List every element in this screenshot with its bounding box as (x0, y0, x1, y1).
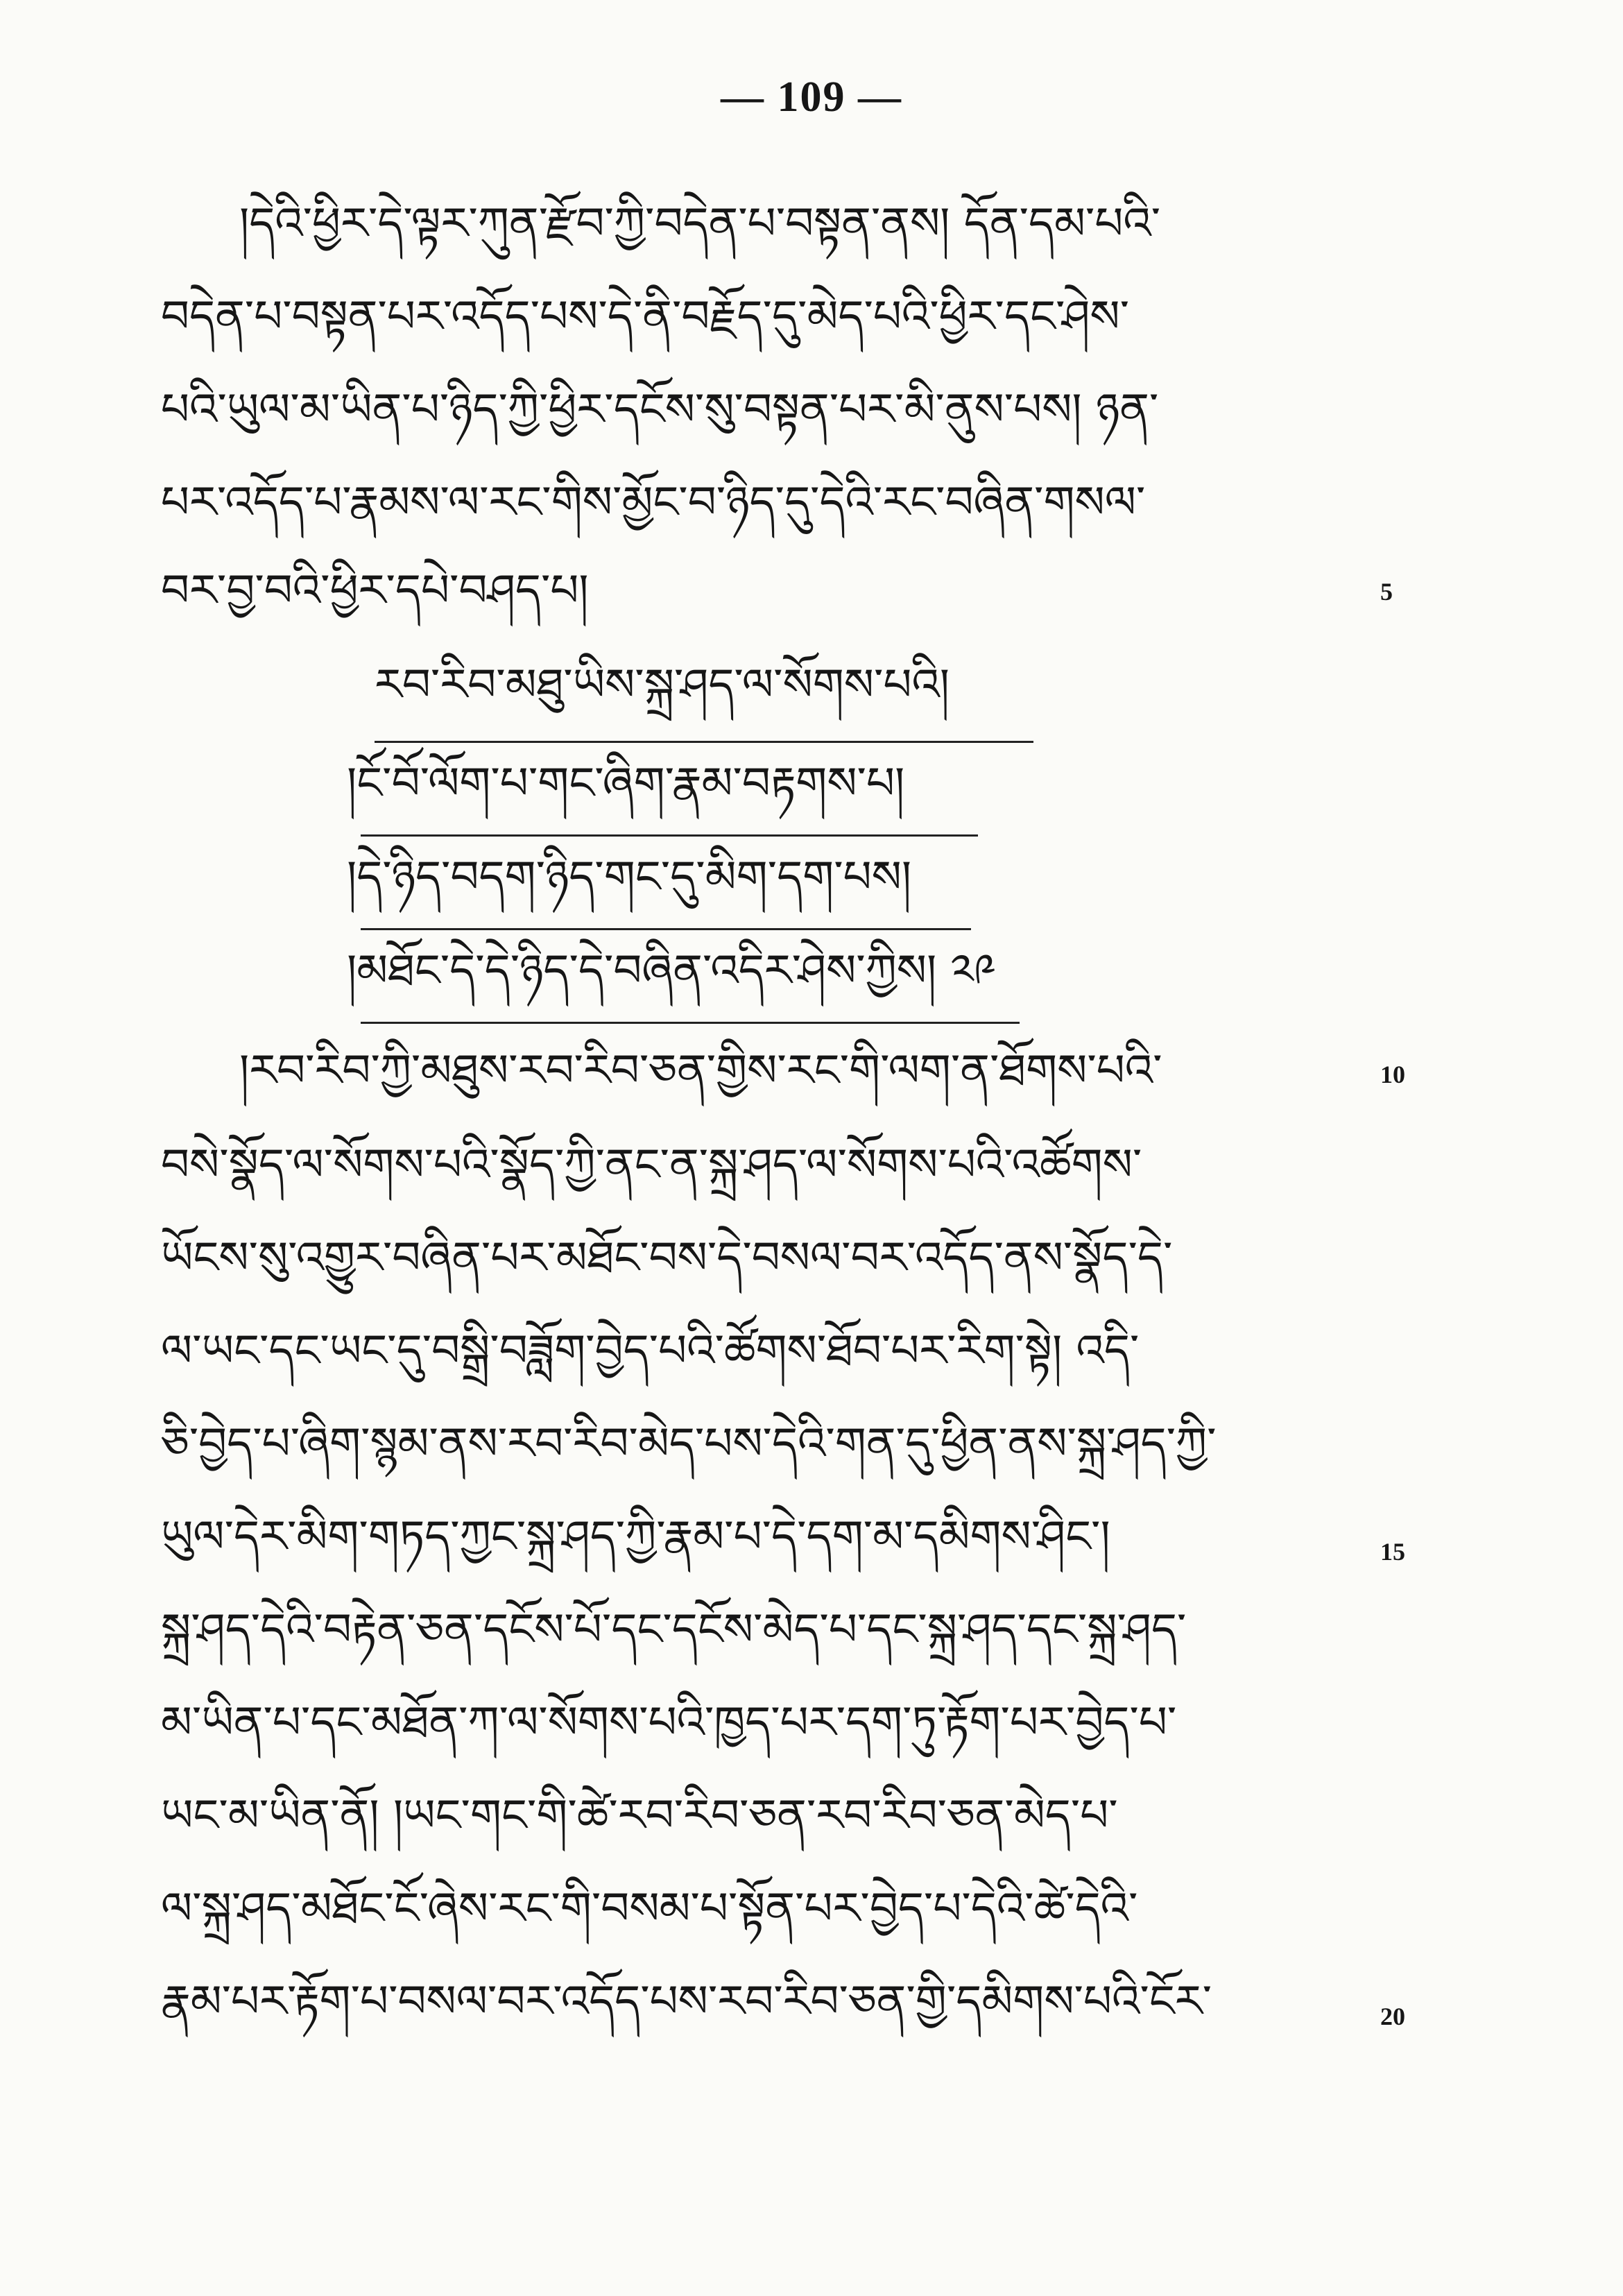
paragraph-2-line-3: ཡོངས་སུ་འགྱུར་བཞིན་པར་མཐོང་བས་དེ་བསལ་བར་འདོད་ནས་སྣོད་དེ་ (161, 1233, 1173, 1284)
verse-line-1: རབ་རིབ་མཐུ་ཡིས་སྐྲ་ཤད་ལ་སོགས་པའི། (375, 660, 950, 711)
paragraph-2-line-5: ཅི་བྱེད་པ་ཞིག་སྙམ་ནས་རབ་རིབ་མེད་པས་དེའི་གན་དུ་ཕྱིན་ནས་སྐྲ་ཤད་ཀྱི་ (161, 1419, 1217, 1470)
paragraph-2-line-1: །རབ་རིབ་ཀྱི་མཐུས་རབ་རིབ་ཅན་གྱིས་རང་གི་ལག་ན་ཐོགས་པའི་ (239, 1045, 1162, 1097)
verse-line-2: །ངོ་བོ་ལོག་པ་གང་ཞིག་རྣམ་བརྟགས་པ། (347, 758, 905, 809)
paragraph-2-line-10: ལ་སྐྲ་ཤད་མཐོང་ངོ་ཞེས་རང་གི་བསམ་པ་སྟོན་པར་བྱེད་པ་དེའི་ཚེ་དེའི་ (161, 1883, 1138, 1935)
verse-underline-1 (375, 741, 1033, 743)
paragraph-2-line-11: རྣམ་པར་རྟོག་པ་བསལ་བར་འདོད་པས་རབ་རིབ་ཅན་གྱི་དམིགས་པའི་ངོར་ (161, 1976, 1212, 2028)
paragraph-2-line-4: ལ་ཡང་དང་ཡང་དུ་བསྒྲི་བཟློག་བྱེད་པའི་ཚོགས་ཐོབ་པར་རིག་སྟེ། འདི་ (161, 1326, 1140, 1377)
paragraph-1-line-5: བར་བྱ་བའི་ཕྱིར་དཔེ་བཤད་པ། (161, 565, 589, 617)
paragraph-2-line-2: བསེ་སྣོད་ལ་སོགས་པའི་སྣོད་ཀྱི་ནང་ན་སྐྲ་ཤད་ལ་སོགས་པའི་འཚོགས་ (161, 1140, 1142, 1191)
verse-line-4: །མཐོང་དེ་དེ་ཉིད་དེ་བཞིན་འདིར་ཤེས་ཀྱིས། ༢༩ (347, 945, 996, 997)
page-number: — 109 — (721, 74, 902, 121)
paragraph-2-line-7: སྐྲ་ཤད་དེའི་བརྟེན་ཅན་དངོས་པོ་དང་དངོས་མེད་པ་དང་སྐྲ་ཤད་དང་སྐྲ་ཤད་ (161, 1604, 1187, 1656)
paragraph-1-line-2: བདེན་པ་བསྟན་པར་འདོད་པས་དེ་ནི་བརྗོད་དུ་མེད་པའི་ཕྱིར་དང་ཤེས་ (161, 291, 1130, 343)
line-number-20: 20 (1380, 2003, 1405, 2030)
paragraph-2-line-9: ཡང་མ་ཡིན་ནོ། །ཡང་གང་གི་ཚེ་རབ་རིབ་ཅན་རབ་རིབ་ཅན་མེད་པ་ (161, 1790, 1118, 1842)
verse-underline-4 (361, 1022, 1020, 1024)
verse-underline-2 (361, 834, 978, 837)
paragraph-2-line-8: མ་ཡིན་པ་དང་མཐོན་ཀ་ལ་སོགས་པའི་ཁྱད་པར་དག་ཏུ་རྟོག་པར་བྱེད་པ་ (161, 1697, 1177, 1749)
verse-underline-3 (361, 928, 971, 930)
paragraph-1-line-4: པར་འདོད་པ་རྣམས་ལ་རང་གིས་མྱོང་བ་ཉིད་དུ་དེའི་རང་བཞིན་གསལ་ (161, 477, 1146, 529)
line-number-5: 5 (1380, 578, 1393, 606)
paragraph-2-line-6: ཡུལ་དེར་མིག་གཏད་ཀྱང་སྐྲ་ཤད་ཀྱི་རྣམ་པ་དེ་དག་མ་དམིགས་ཤིང་། (161, 1511, 1110, 1563)
line-number-10: 10 (1380, 1061, 1405, 1088)
verse-line-3: །དེ་ཉིད་བདག་ཉིད་གང་དུ་མིག་དག་པས། (347, 852, 912, 903)
paragraph-1-line-1: །དེའི་ཕྱིར་དེ་ལྟར་ཀུན་རྫོབ་ཀྱི་བདེན་པ་བསྟན་ནས། དོན་དམ་པའི་ (239, 198, 1161, 250)
line-number-15: 15 (1380, 1538, 1405, 1566)
paragraph-1-line-3: པའི་ཡུལ་མ་ཡིན་པ་ཉིད་ཀྱི་ཕྱིར་དངོས་སུ་བསྟན་པར་མི་ནུས་པས། ཉན་ (161, 384, 1159, 436)
